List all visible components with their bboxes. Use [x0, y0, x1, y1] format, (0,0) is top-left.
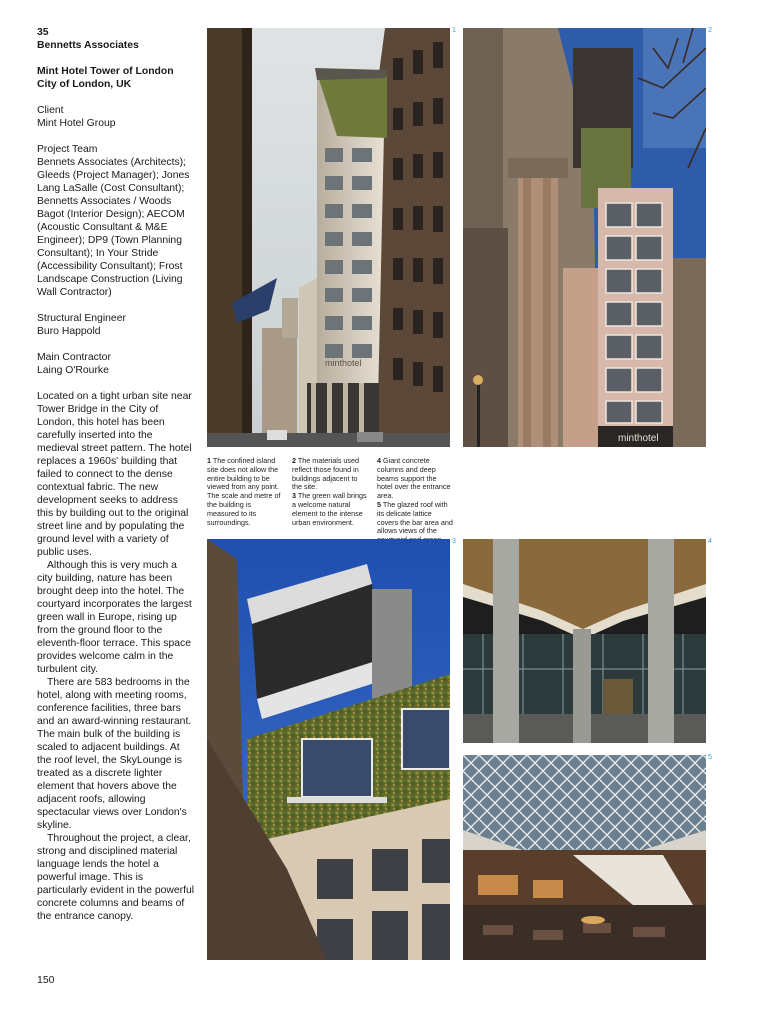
photo-number: 2: [708, 27, 712, 34]
body-paragraph: There are 583 bedrooms in the hotel, along with meeting rooms, conference facilities, three bars and an award-winning restaurant. The main bulk of the building is scaled to adjacent buildings. At the roof level, the SkyLounge is treated as a discrete lighter element that hovers above the adjacent roofs, allowing spectacular views over London's skyline.: [37, 677, 192, 831]
caption-text: The confined island site does not allow the entire building to be viewed from any point. The scale and metre of the building is measured to its surroundings.: [207, 456, 281, 527]
caption-text: Giant concrete columns and deep beams support the hotel over the entrance area.: [377, 456, 451, 501]
photo-entrance-canopy: [463, 539, 706, 743]
engineer-value: Buro Happold: [37, 326, 101, 337]
project-title: Mint Hotel Tower of London: [37, 66, 174, 77]
caption-number: 3: [292, 491, 296, 501]
photo-number: 5: [708, 754, 712, 761]
photo-number: 4: [708, 538, 712, 545]
engineer-label: Structural Engineer: [37, 313, 126, 324]
photo-street-view: [207, 28, 450, 447]
project-number: 35: [37, 27, 49, 38]
glazed-roof-image: [463, 755, 706, 960]
caption-text: The materials used reflect those found in buildings adjacent to the site.: [292, 456, 359, 492]
contractor-label: Main Contractor: [37, 352, 111, 363]
caption-number: 1: [207, 456, 211, 465]
facade-image: [463, 28, 706, 447]
canopy-image: [463, 539, 706, 743]
project-location: City of London, UK: [37, 79, 132, 90]
photo-green-wall: [207, 539, 450, 960]
body-paragraph: Located on a tight urban site near Tower Bridge in the City of London, this hotel has been carefully inserted into the medieval street pattern. The hotel replaces a 1960s' building that failed to connect to the dense contextual fabric. The new development seeks to address this by building out to the original street line and by populating the ground level with a variety of public uses.: [37, 391, 192, 558]
caption-number: 4: [377, 456, 381, 465]
body-paragraph: Although this is very much a city building, nature has been brought deep into the hotel. The courtyard incorporates the largest green wall in Europe, rising up from the ground floor to the eleventh-floor terrace. This space provides welcome calm in the turbulent city.: [37, 560, 192, 675]
caption-2-3: [292, 457, 368, 527]
caption-number: 2: [292, 456, 296, 465]
street-view-image: [207, 28, 450, 447]
body-text: [37, 390, 195, 923]
caption-1: [207, 457, 283, 527]
client-value: Mint Hotel Group: [37, 118, 116, 129]
caption-text: The glazed roof with its delicate lattice covers the bar area and allows views of the: [377, 499, 453, 536]
body-paragraph: Throughout the project, a clear, strong and disciplined material language lends the hotel a powerful image. This is particularly evident in the powerful concrete columns and beams of the entrance canopy.: [37, 833, 195, 922]
caption-number: 5: [377, 499, 381, 509]
green-wall-image: [207, 539, 450, 960]
photo-facade: [463, 28, 706, 447]
architect-name: Bennetts Associates: [37, 40, 139, 51]
page-number: 150: [37, 974, 55, 986]
photo-number: 1: [452, 27, 456, 34]
photo-number: 3: [452, 538, 456, 545]
team-value: Bennets Associates (Architects); Gleeds (Project Manager); Jones Lang LaSalle (Cost Consultant); Bennetts Associates / Woods Bagot (Interior Design); AECOM (Acoustic Consultant & M&E Engineer); DP9 (Town Planning Consultant); In Your Stride (Accessibility Consultant); Frost Landscape Construction (Living Wall Contractor): [37, 157, 190, 298]
facade-hotel-sign: minthotel: [618, 433, 659, 444]
client-label: Client: [37, 105, 64, 116]
photo-glazed-roof: [463, 755, 706, 960]
contractor-value: Laing O'Rourke: [37, 365, 109, 376]
caption-text: The green wall brings a welcome natural element to the intense urban environment.: [292, 491, 367, 527]
text-column: [37, 26, 195, 923]
street-hotel-sign: minthotel: [325, 358, 362, 368]
team-label: Project Team: [37, 144, 98, 155]
